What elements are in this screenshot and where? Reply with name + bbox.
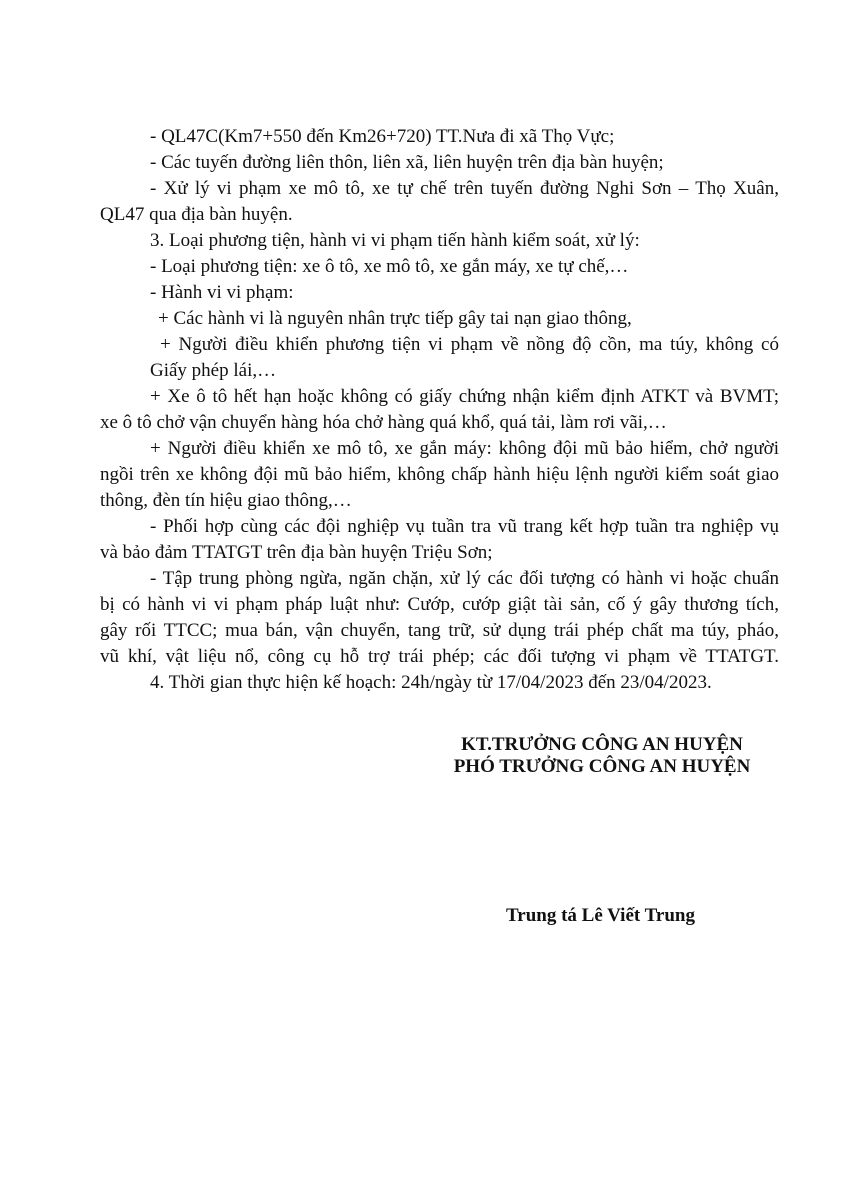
body-line: ngồi trên xe không đội mũ bảo hiểm, không chấp hành hiệu lệnh người kiểm soát giao	[100, 464, 779, 485]
body-line: QL47 qua địa bàn huyện.	[100, 204, 293, 225]
body-line: gây rối TTCC; mua bán, vận chuyển, tang trữ, sử dụng trái phép chất ma túy, pháo,	[100, 620, 779, 641]
body-line: 4. Thời gian thực hiện kế hoạch: 24h/ngày từ 17/04/2023 đến 23/04/2023.	[150, 672, 712, 693]
document-body	[100, 124, 779, 696]
body-line: - Xử lý vi phạm xe mô tô, xe tự chế trên tuyến đường Nghi Sơn – Thọ Xuân,	[150, 178, 779, 199]
body-line: bị có hành vi vi phạm pháp luật như: Cướp, cướp giật tài sản, cố ý gây thương tích,	[100, 594, 779, 615]
body-line: thông, đèn tín hiệu giao thông,…	[100, 490, 352, 511]
body-line: 3. Loại phương tiện, hành vi vi phạm tiến hành kiểm soát, xử lý:	[150, 230, 640, 251]
body-line: + Xe ô tô hết hạn hoặc không có giấy chứng nhận kiểm định ATKT và BVMT;	[150, 386, 779, 407]
body-line: và bảo đảm TTATGT trên địa bàn huyện Triệu Sơn;	[100, 542, 493, 563]
signature-block	[432, 734, 772, 778]
signature-title-line2: PHÓ TRƯỞNG CÔNG AN HUYỆN	[453, 756, 751, 777]
body-line: - Phối hợp cùng các đội nghiệp vụ tuần tra vũ trang kết hợp tuần tra nghiệp vụ	[150, 516, 779, 537]
body-line: xe ô tô chở vận chuyển hàng hóa chở hàng quá khổ, quá tải, làm rơi vãi,…	[100, 412, 667, 433]
body-line: + Người điều khiển phương tiện vi phạm về nồng độ cồn, ma túy, không có	[160, 334, 779, 355]
body-line: - Tập trung phòng ngừa, ngăn chặn, xử lý các đối tượng có hành vi hoặc chuẩn	[150, 568, 779, 589]
signature-title-line1: KT.TRƯỞNG CÔNG AN HUYỆN	[461, 734, 743, 755]
body-line: + Người điều khiển xe mô tô, xe gắn máy: không đội mũ bảo hiểm, chở người	[150, 438, 779, 459]
body-line: + Các hành vi là nguyên nhân trực tiếp gây tai nạn giao thông,	[158, 308, 632, 329]
body-line: - Các tuyến đường liên thôn, liên xã, liên huyện trên địa bàn huyện;	[150, 152, 664, 173]
body-line: - QL47C(Km7+550 đến Km26+720) TT.Nưa đi xã Thọ Vực;	[150, 126, 615, 147]
body-line: - Hành vi vi phạm:	[150, 282, 294, 303]
body-line: vũ khí, vật liệu nổ, công cụ hỗ trợ trái phép; các đối tượng vi phạm về TTATGT.	[100, 646, 779, 667]
signer-name: Trung tá Lê Viết Trung	[506, 905, 695, 926]
body-line: - Loại phương tiện: xe ô tô, xe mô tô, xe gắn máy, xe tự chế,…	[150, 256, 629, 277]
body-line: Giấy phép lái,…	[150, 360, 277, 381]
